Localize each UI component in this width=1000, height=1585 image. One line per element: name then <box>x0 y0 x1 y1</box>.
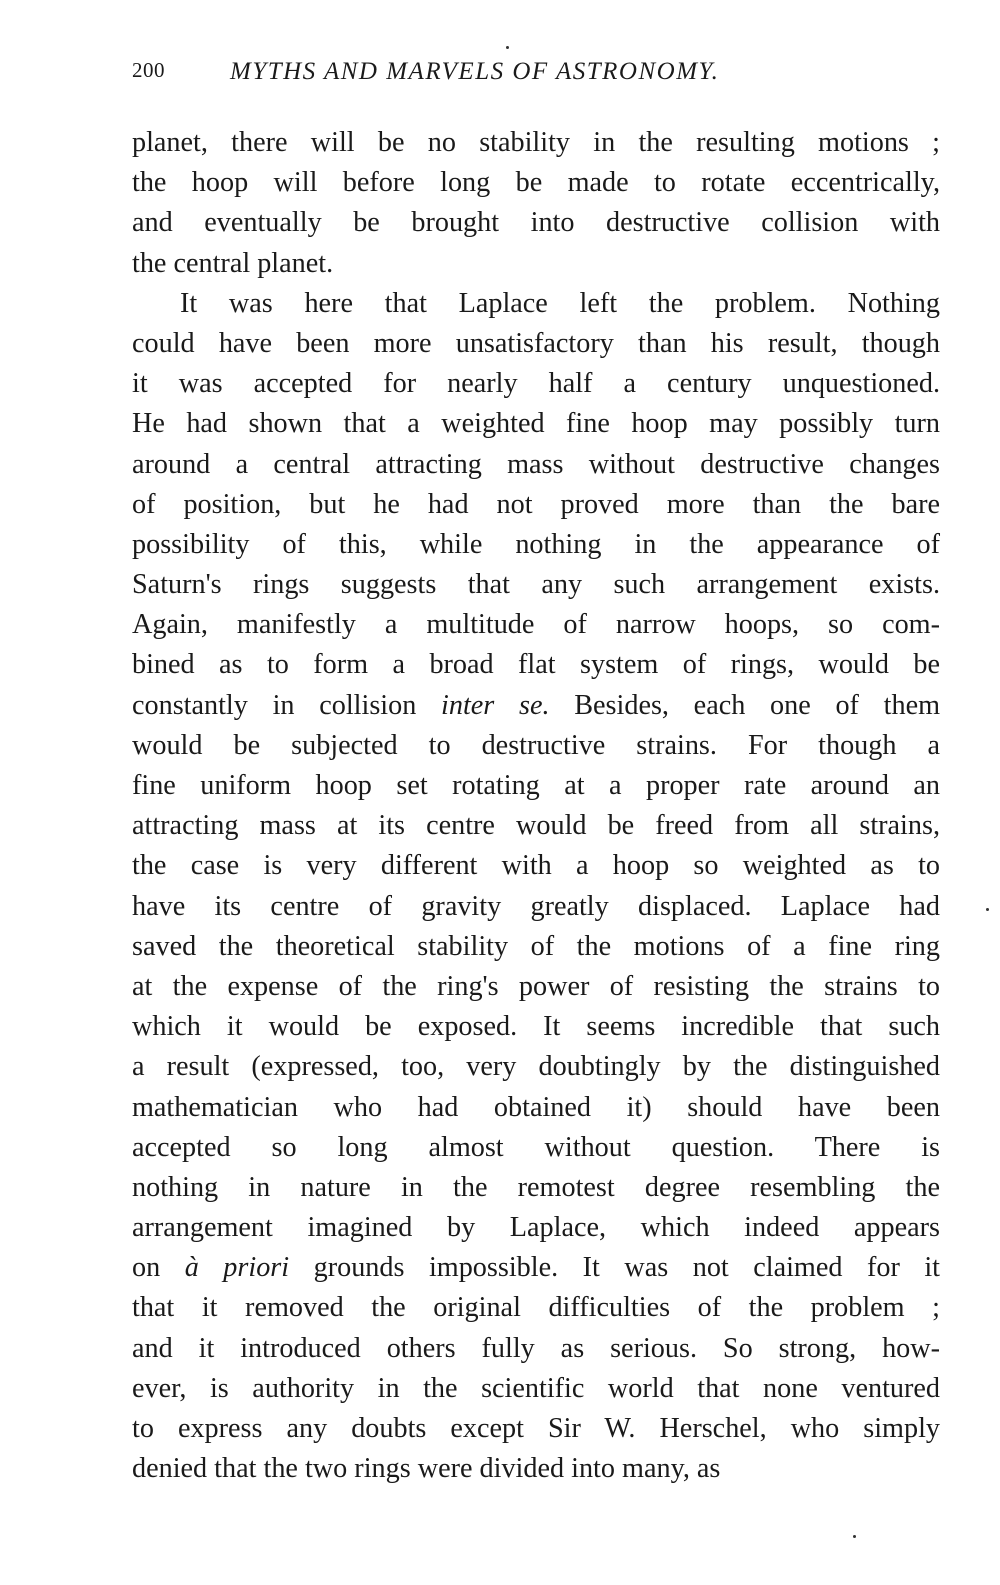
text-line: around a central attracting mass without destructive changes <box>132 448 940 480</box>
text-line: saved the theoretical stability of the motions of a fine ring <box>132 930 940 962</box>
page-number: 200 <box>132 58 165 82</box>
text-line: accepted so long almost without question. There is <box>132 1131 940 1163</box>
print-speck <box>986 908 989 911</box>
text-line: the hoop will before long be made to rotate eccentrically, <box>132 167 940 199</box>
text-line: it was accepted for nearly half a century unquestioned. <box>132 368 940 400</box>
text-segment: on <box>132 1252 185 1284</box>
paragraph-start-line: It was here that Laplace left the problem. Nothing <box>180 287 940 319</box>
text-line: possibility of this, while nothing in the appearance of <box>132 528 940 560</box>
text-segment: constantly in collision <box>132 689 442 721</box>
text-line: attracting mass at its centre would be freed from all strains, <box>132 810 940 842</box>
print-speck <box>506 46 509 49</box>
text-line-with-italic <box>132 1248 940 1288</box>
text-line: arrangement imagined by Laplace, which indeed appears <box>132 1212 940 1244</box>
text-line: at the expense of the ring's power of resisting the strains to <box>132 970 940 1002</box>
text-line: Saturn's rings suggests that any such arrangement exists. <box>132 569 940 601</box>
text-line: to express any doubts except Sir W. Herschel, who simply <box>132 1413 940 1444</box>
text-segment: Besides, each one of them <box>549 689 941 721</box>
text-line: that it removed the original difficulties of the problem ; <box>132 1292 940 1324</box>
text-line: the case is very different with a hoop so weighted as to <box>132 850 940 882</box>
text-line: fine uniform hoop set rotating at a proper rate around an <box>132 770 940 801</box>
text-line: and eventually be brought into destructive collision with <box>132 207 940 239</box>
text-line: nothing in nature in the remotest degree resembling the <box>132 1171 940 1203</box>
text-line: Again, manifestly a multitude of narrow hoops, so com- <box>132 609 940 641</box>
text-line: ever, is authority in the scientific world that none ventured <box>132 1372 940 1404</box>
text-line: would be subjected to destructive strains. For though a <box>132 729 940 761</box>
text-line: of position, but he had not proved more than the bare <box>132 488 940 520</box>
text-segment: bined as to form a broad flat system of rings, would be <box>132 649 940 681</box>
text-line <box>132 645 940 685</box>
print-speck <box>853 1535 856 1538</box>
italic-phrase: à priori <box>184 1252 290 1284</box>
text-line: have its centre of gravity greatly displaced. Laplace had <box>132 890 940 922</box>
text-line-with-italic <box>132 686 940 726</box>
text-line: planet, there will be no stability in the resulting motions ; <box>132 127 940 158</box>
text-line: a result (expressed, too, very doubtingly by the distinguished <box>132 1051 940 1083</box>
text-segment: grounds impossible. It was not claimed for it <box>289 1252 941 1284</box>
text-line: could have been more unsatisfactory than his result, though <box>132 327 940 359</box>
text-line: denied that the two rings were divided into many, as <box>132 1453 721 1485</box>
italic-phrase: inter se. <box>441 689 550 721</box>
running-title: MYTHS AND MARVELS OF ASTRONOMY. <box>230 58 720 85</box>
text-line: the central planet. <box>132 247 334 279</box>
text-line: and it introduced others fully as serious. So strong, how- <box>132 1332 940 1364</box>
text-line: mathematician who had obtained it) should have been <box>132 1091 940 1123</box>
text-line: He had shown that a weighted fine hoop may possibly turn <box>132 408 940 440</box>
body-text <box>132 123 940 1489</box>
text-line: which it would be exposed. It seems incredible that such <box>132 1011 940 1043</box>
running-head <box>132 58 942 92</box>
